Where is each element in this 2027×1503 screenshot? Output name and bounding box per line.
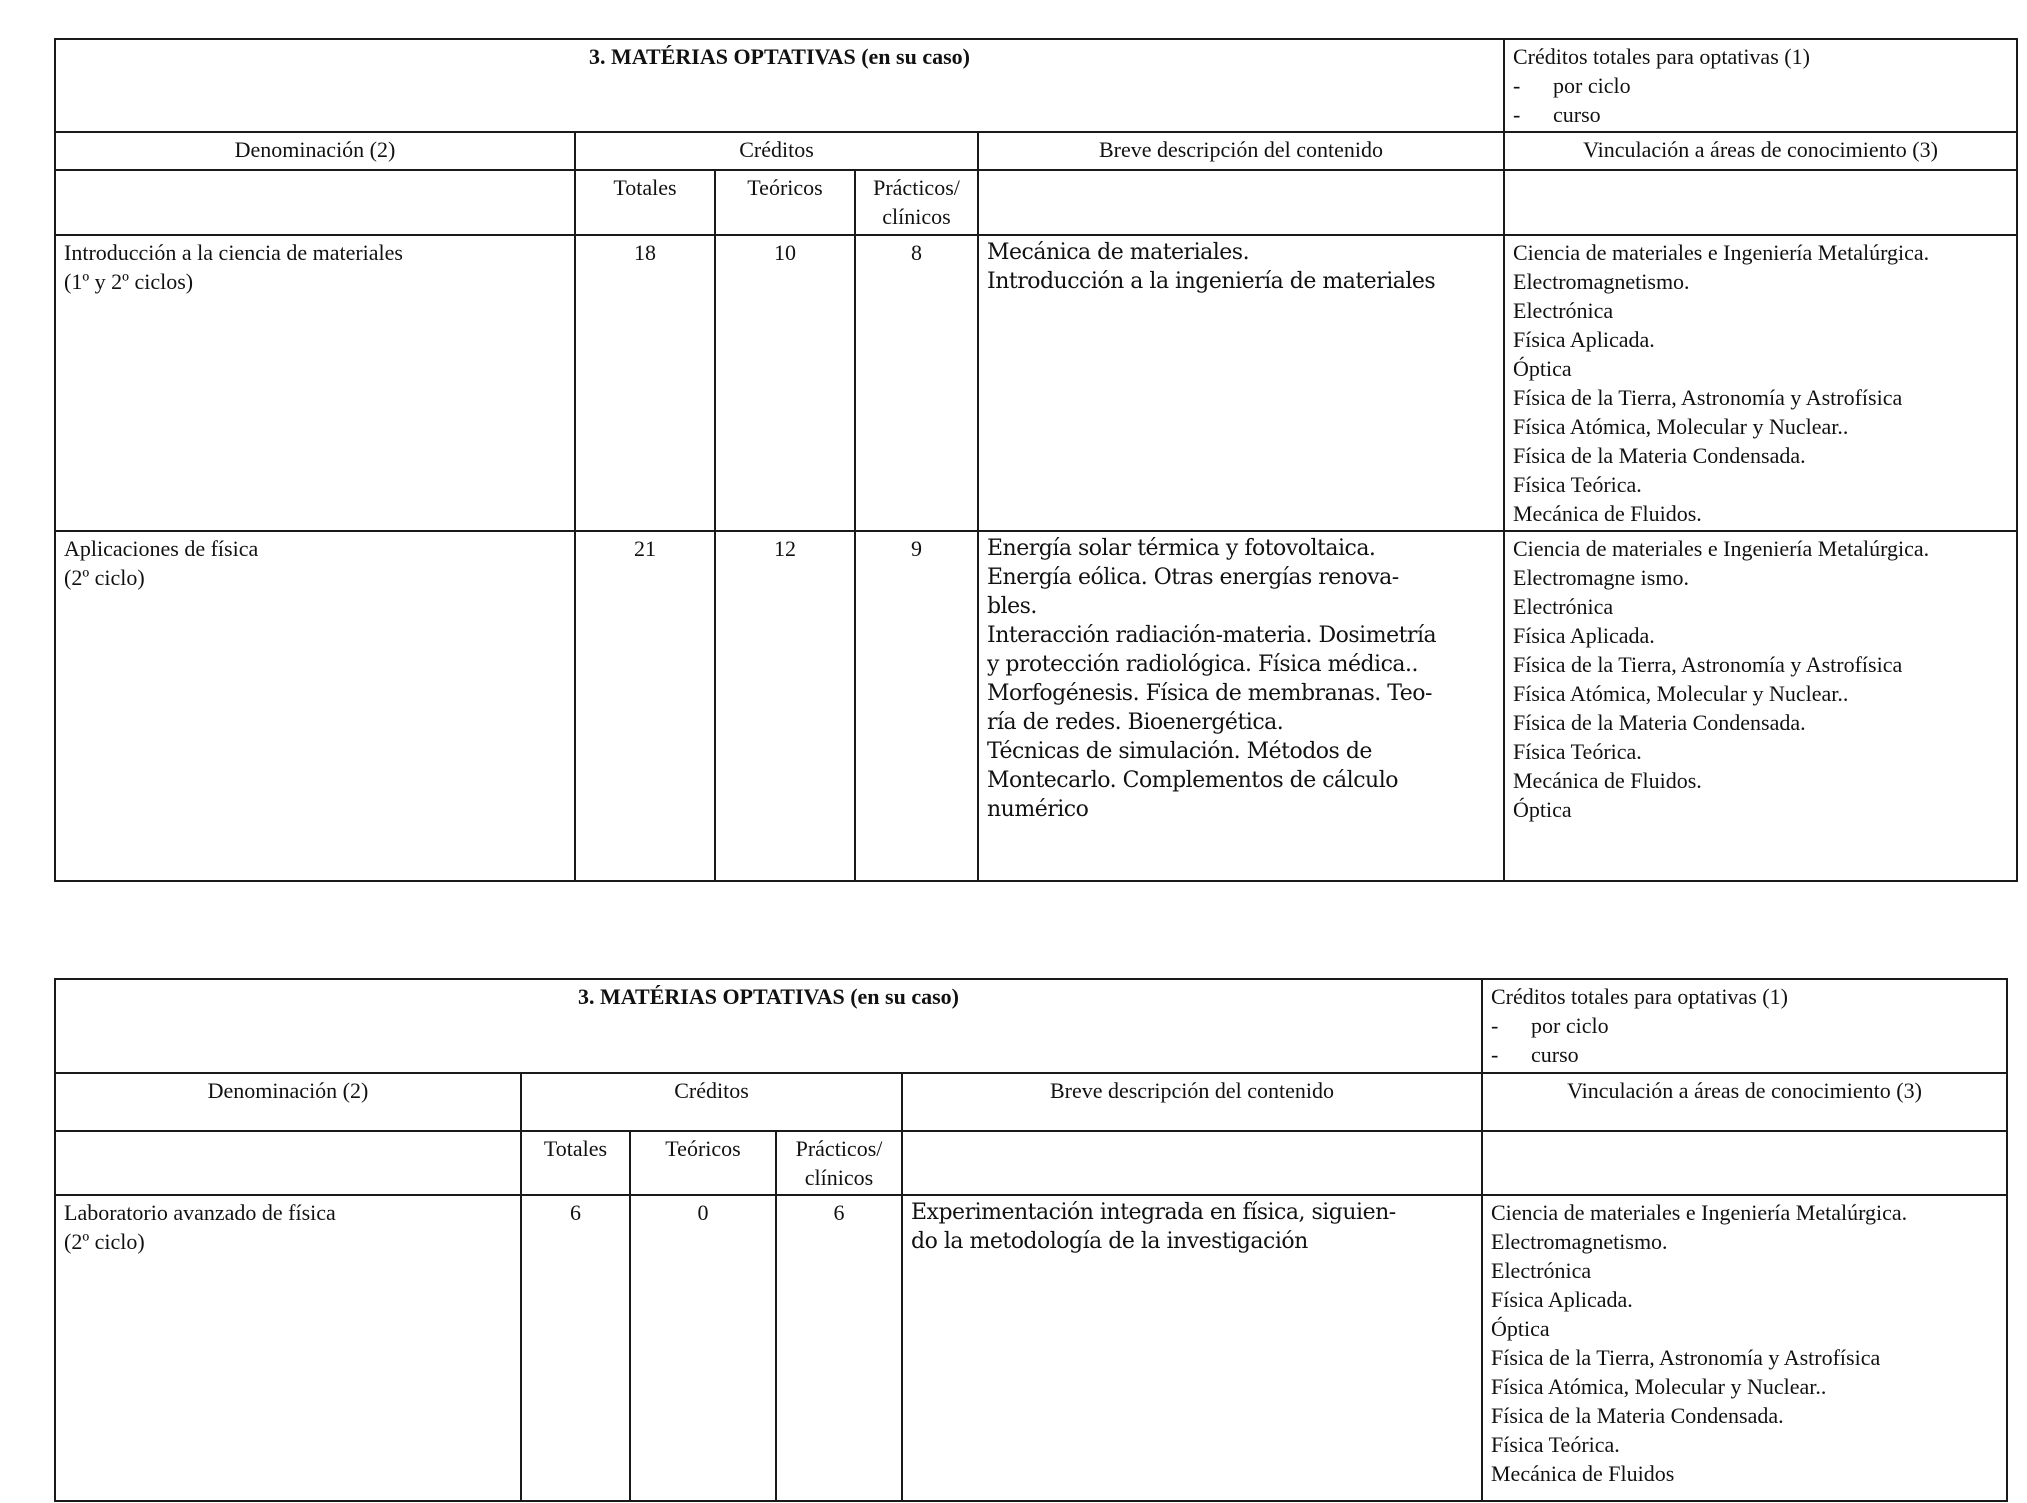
subject-name — [55, 531, 575, 881]
area-item: Física Teórica. — [1513, 472, 1642, 497]
subject-name-line: Laboratorio avanzado de física — [64, 1200, 336, 1225]
area-item: Física Atómica, Molecular y Nuclear.. — [1513, 414, 1849, 439]
header-vinculacion: Vinculación a áreas de conocimiento (3) — [1504, 132, 2017, 170]
credits-totales: 21 — [575, 531, 715, 881]
header-creditos: Créditos — [521, 1073, 902, 1131]
area-item: Física de la Materia Condensada. — [1491, 1403, 1784, 1428]
knowledge-areas — [1504, 531, 2017, 881]
area-item: Ciencia de materiales e Ingeniería Metalúrgica. — [1513, 240, 1930, 265]
area-item: Física de la Materia Condensada. — [1513, 710, 1806, 735]
credits-option-por-ciclo: por ciclo — [1531, 1013, 1609, 1038]
table-title — [55, 39, 1504, 132]
area-item: Óptica — [1513, 797, 1572, 822]
area-item: Física Atómica, Molecular y Nuclear.. — [1491, 1374, 1827, 1399]
credits-practicos: 6 — [776, 1195, 902, 1501]
subheader-totales: Totales — [521, 1131, 630, 1195]
area-item: Electromagnetismo. — [1513, 269, 1690, 294]
credits-option-curso: curso — [1531, 1042, 1579, 1067]
subheader-practicos: Prácticos/ clínicos — [776, 1131, 902, 1195]
description-line: y protección radiológica. Física médica.. — [987, 652, 1419, 677]
credits-totales: 18 — [575, 235, 715, 531]
area-item: Física Aplicada. — [1491, 1287, 1633, 1312]
subject-cycle: (2º ciclo) — [64, 1229, 145, 1254]
subject-name — [55, 235, 575, 531]
area-item: Física de la Tierra, Astronomía y Astrofísica — [1513, 385, 1903, 410]
table-row — [55, 235, 2017, 531]
area-item: Electrónica — [1513, 594, 1614, 619]
credits-total-cell — [1482, 979, 2007, 1073]
subheader-empty — [978, 170, 1504, 235]
area-item: Mecánica de Fluidos. — [1513, 501, 1702, 526]
description-line: Energía solar térmica y fotovoltaica. — [987, 536, 1376, 561]
subheader-teoricos: Teóricos — [715, 170, 855, 235]
table-row — [55, 531, 2017, 881]
description-line: bles. — [987, 594, 1037, 619]
subheader-empty — [902, 1131, 1482, 1195]
subheader-empty — [55, 170, 575, 235]
header-creditos: Créditos — [575, 132, 978, 170]
description-line: Experimentación integrada en física, siguien- — [911, 1200, 1396, 1225]
knowledge-areas — [1504, 235, 2017, 531]
subheader-empty — [1482, 1131, 2007, 1195]
bullet: - — [1491, 1013, 1499, 1038]
bullet: - — [1513, 102, 1521, 127]
area-item: Mecánica de Fluidos. — [1513, 768, 1702, 793]
area-item: Física de la Materia Condensada. — [1513, 443, 1806, 468]
subheader-teoricos: Teóricos — [630, 1131, 776, 1195]
optativas-table-1 — [54, 38, 2018, 882]
header-descripcion: Breve descripción del contenido — [902, 1073, 1482, 1131]
header-descripcion: Breve descripción del contenido — [978, 132, 1504, 170]
description-line: Interacción radiación-materia. Dosimetría — [987, 623, 1437, 648]
area-item: Ciencia de materiales e Ingeniería Metalúrgica. — [1513, 536, 1930, 561]
subheader-totales: Totales — [575, 170, 715, 235]
credits-option-por-ciclo: por ciclo — [1553, 73, 1631, 98]
area-item: Física Aplicada. — [1513, 623, 1655, 648]
optativas-table-2 — [54, 978, 2008, 1502]
area-item: Física Teórica. — [1513, 739, 1642, 764]
area-item: Física Aplicada. — [1513, 327, 1655, 352]
area-item: Física de la Tierra, Astronomía y Astrofísica — [1513, 652, 1903, 677]
subject-description — [978, 235, 1504, 531]
area-item: Óptica — [1513, 356, 1572, 381]
subheader-empty — [55, 1131, 521, 1195]
credits-total-label: Créditos totales para optativas (1) — [1513, 44, 1810, 69]
description-line: ría de redes. Bioenergética. — [987, 710, 1284, 735]
bullet: - — [1491, 1042, 1499, 1067]
subject-name-line: Introducción a la ciencia de materiales — [64, 240, 403, 265]
credits-practicos: 9 — [855, 531, 978, 881]
credits-teoricos: 12 — [715, 531, 855, 881]
area-item: Física Teórica. — [1491, 1432, 1620, 1457]
credits-teoricos: 10 — [715, 235, 855, 531]
credits-totales: 6 — [521, 1195, 630, 1501]
table-title-text: 3. MATÉRIAS OPTATIVAS (en su caso) — [578, 984, 959, 1009]
subject-cycle: (1º y 2º ciclos) — [64, 269, 194, 294]
description-line: Técnicas de simulación. Métodos de — [987, 739, 1372, 764]
table-row — [55, 1195, 2007, 1501]
header-denominacion: Denominación (2) — [55, 1073, 521, 1131]
table-title-text: 3. MATÉRIAS OPTATIVAS (en su caso) — [589, 44, 970, 69]
header-vinculacion: Vinculación a áreas de conocimiento (3) — [1482, 1073, 2007, 1131]
credits-option-curso: curso — [1553, 102, 1601, 127]
credits-practicos: 8 — [855, 235, 978, 531]
knowledge-areas — [1482, 1195, 2007, 1501]
subject-cycle: (2º ciclo) — [64, 565, 145, 590]
description-line: Energía eólica. Otras energías renova- — [987, 565, 1399, 590]
area-item: Electrónica — [1491, 1258, 1592, 1283]
subject-name — [55, 1195, 521, 1501]
area-item: Electromagne ismo. — [1513, 565, 1689, 590]
description-line: Montecarlo. Complementos de cálculo — [987, 768, 1398, 793]
description-line: Morfogénesis. Física de membranas. Teo- — [987, 681, 1432, 706]
area-item: Física Atómica, Molecular y Nuclear.. — [1513, 681, 1849, 706]
area-item: Física de la Tierra, Astronomía y Astrofísica — [1491, 1345, 1881, 1370]
description-line: do la metodología de la investigación — [911, 1229, 1308, 1254]
credits-teoricos: 0 — [630, 1195, 776, 1501]
subject-description — [902, 1195, 1482, 1501]
description-line: Mecánica de materiales. — [987, 240, 1250, 265]
area-item: Ciencia de materiales e Ingeniería Metalúrgica. — [1491, 1200, 1908, 1225]
credits-total-cell — [1504, 39, 2017, 132]
header-denominacion: Denominación (2) — [55, 132, 575, 170]
description-line: numérico — [987, 797, 1089, 822]
bullet: - — [1513, 73, 1521, 98]
description-line: Introducción a la ingeniería de materiales — [987, 269, 1436, 294]
subheader-empty — [1504, 170, 2017, 235]
area-item: Electrónica — [1513, 298, 1614, 323]
subject-description — [978, 531, 1504, 881]
subject-name-line: Aplicaciones de física — [64, 536, 259, 561]
credits-total-label: Créditos totales para optativas (1) — [1491, 984, 1788, 1009]
subheader-practicos: Prácticos/ clínicos — [855, 170, 978, 235]
area-item: Mecánica de Fluidos — [1491, 1461, 1675, 1486]
area-item: Electromagnetismo. — [1491, 1229, 1668, 1254]
table-title — [55, 979, 1482, 1073]
area-item: Óptica — [1491, 1316, 1550, 1341]
